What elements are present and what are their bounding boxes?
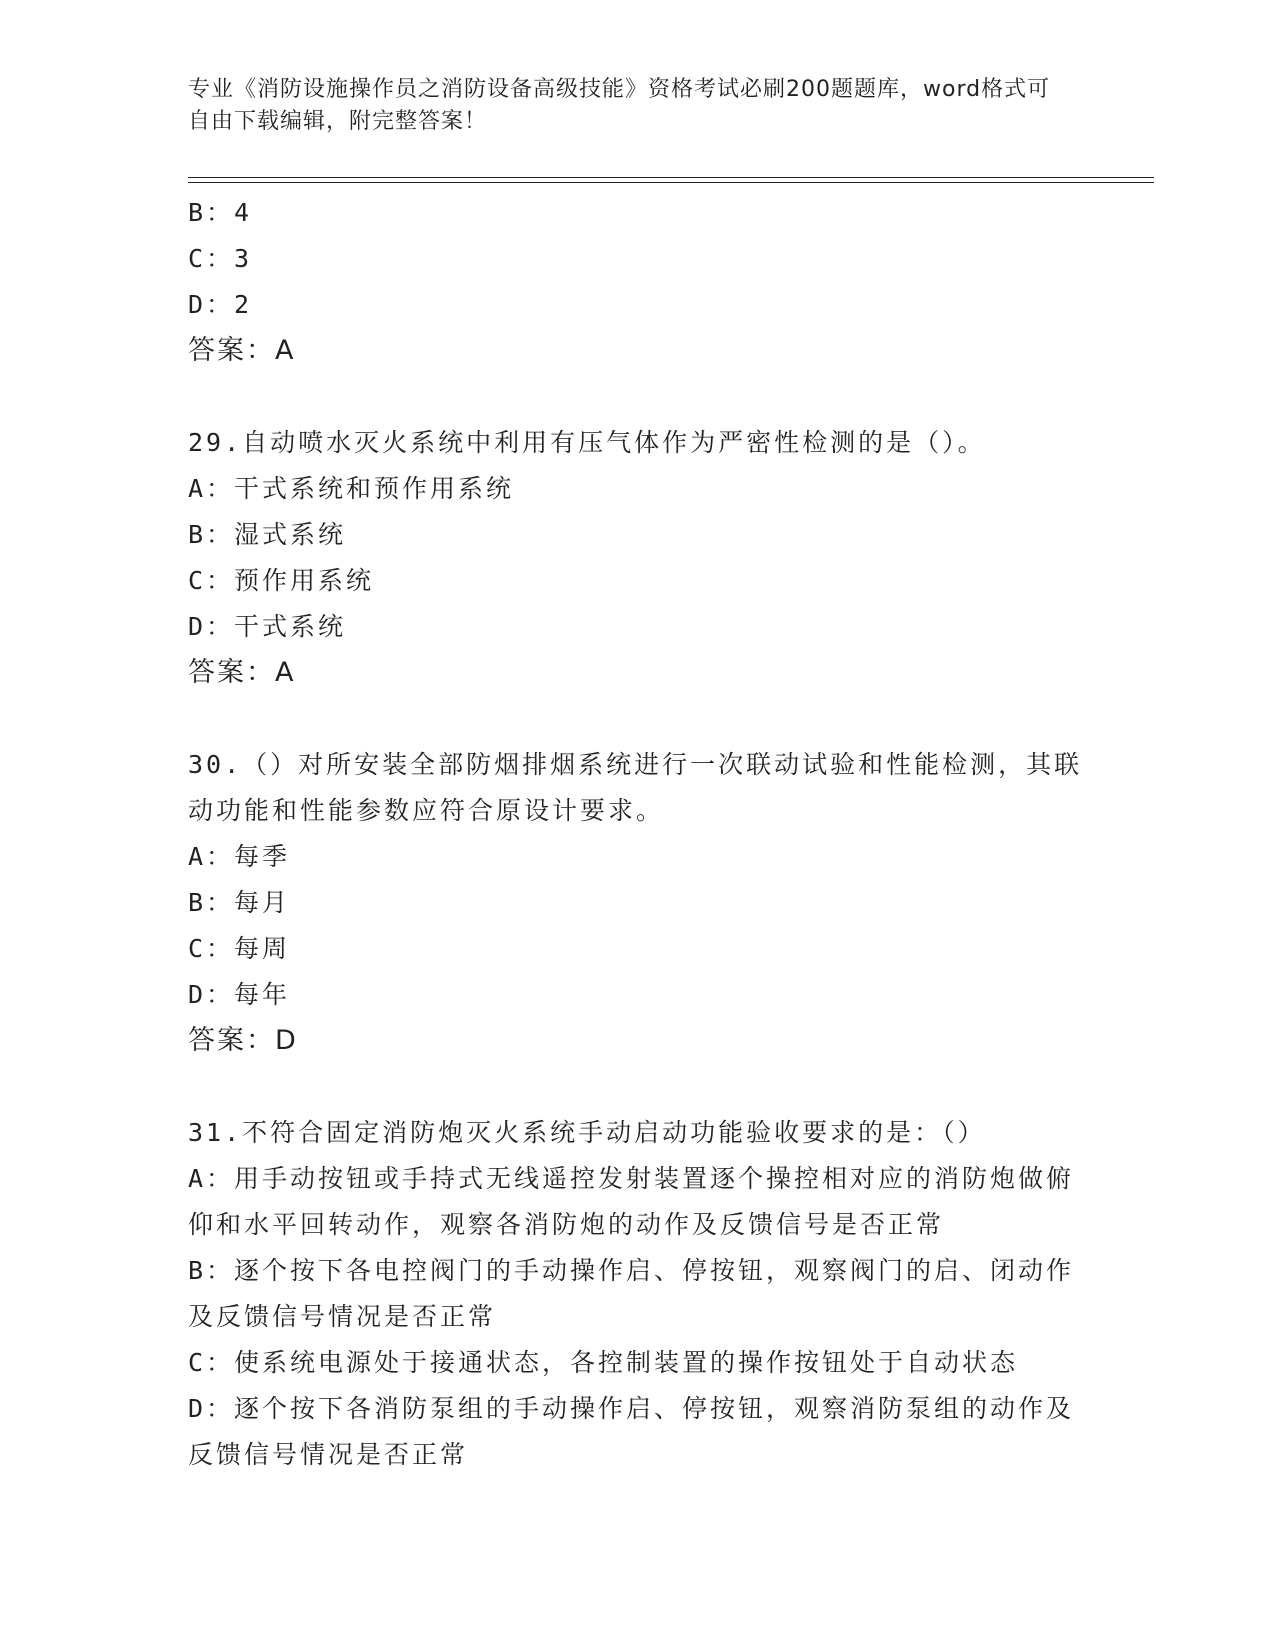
option-c: C：每周: [188, 934, 291, 963]
header-rule-bottom: [188, 182, 1154, 183]
question-30: [188, 742, 1088, 1064]
header-rule-top: [188, 177, 1154, 178]
option-d: D：2: [188, 290, 253, 319]
option-a: A：每季: [188, 842, 291, 871]
option-c: C：使系统电源处于接通状态，各控制装置的操作按钮处于自动状态: [188, 1348, 1019, 1377]
question-stem: 29.自动喷水灭火系统中利用有压气体作为严密性检测的是（）。: [188, 428, 986, 457]
question-28-continuation: [188, 190, 1088, 374]
page-header: 专业《消防设施操作员之消防设备高级技能》资格考试必刷200题题库，word格式可自由下载编辑，附完整答案！: [188, 77, 1051, 134]
answer-line: 答案：A: [188, 335, 296, 366]
option-a: A：用手动按钮或手持式无线遥控发射装置逐个操控相对应的消防炮做俯仰和水平回转动作，观察各消防炮的动作及反馈信号是否正常: [188, 1164, 1075, 1239]
question-29: [188, 420, 1088, 696]
option-c: C：3: [188, 244, 253, 273]
option-d: D：干式系统: [188, 612, 347, 641]
option-b: B：湿式系统: [188, 520, 347, 549]
question-31: [188, 1110, 1088, 1478]
question-stem: 31.不符合固定消防炮灭火系统手动启动功能验收要求的是：（）: [188, 1118, 986, 1147]
answer-line: 答案：D: [188, 1025, 298, 1056]
question-stem: 30.（）对所安装全部防烟排烟系统进行一次联动试验和性能检测，其联动功能和性能参数应符合原设计要求。: [188, 750, 1083, 825]
option-d: D：逐个按下各消防泵组的手动操作启、停按钮，观察消防泵组的动作及反馈信号情况是否正常: [188, 1394, 1075, 1469]
answer-line: 答案：A: [188, 657, 296, 688]
option-b: B：4: [188, 198, 253, 227]
option-b: B：逐个按下各电控阀门的手动操作启、停按钮，观察阀门的启、闭动作及反馈信号情况是否正常: [188, 1256, 1075, 1331]
question-content: [188, 190, 1088, 1524]
option-b: B：每月: [188, 888, 291, 917]
option-a: A：干式系统和预作用系统: [188, 474, 515, 503]
option-d: D：每年: [188, 980, 291, 1009]
option-c: C：预作用系统: [188, 566, 375, 595]
